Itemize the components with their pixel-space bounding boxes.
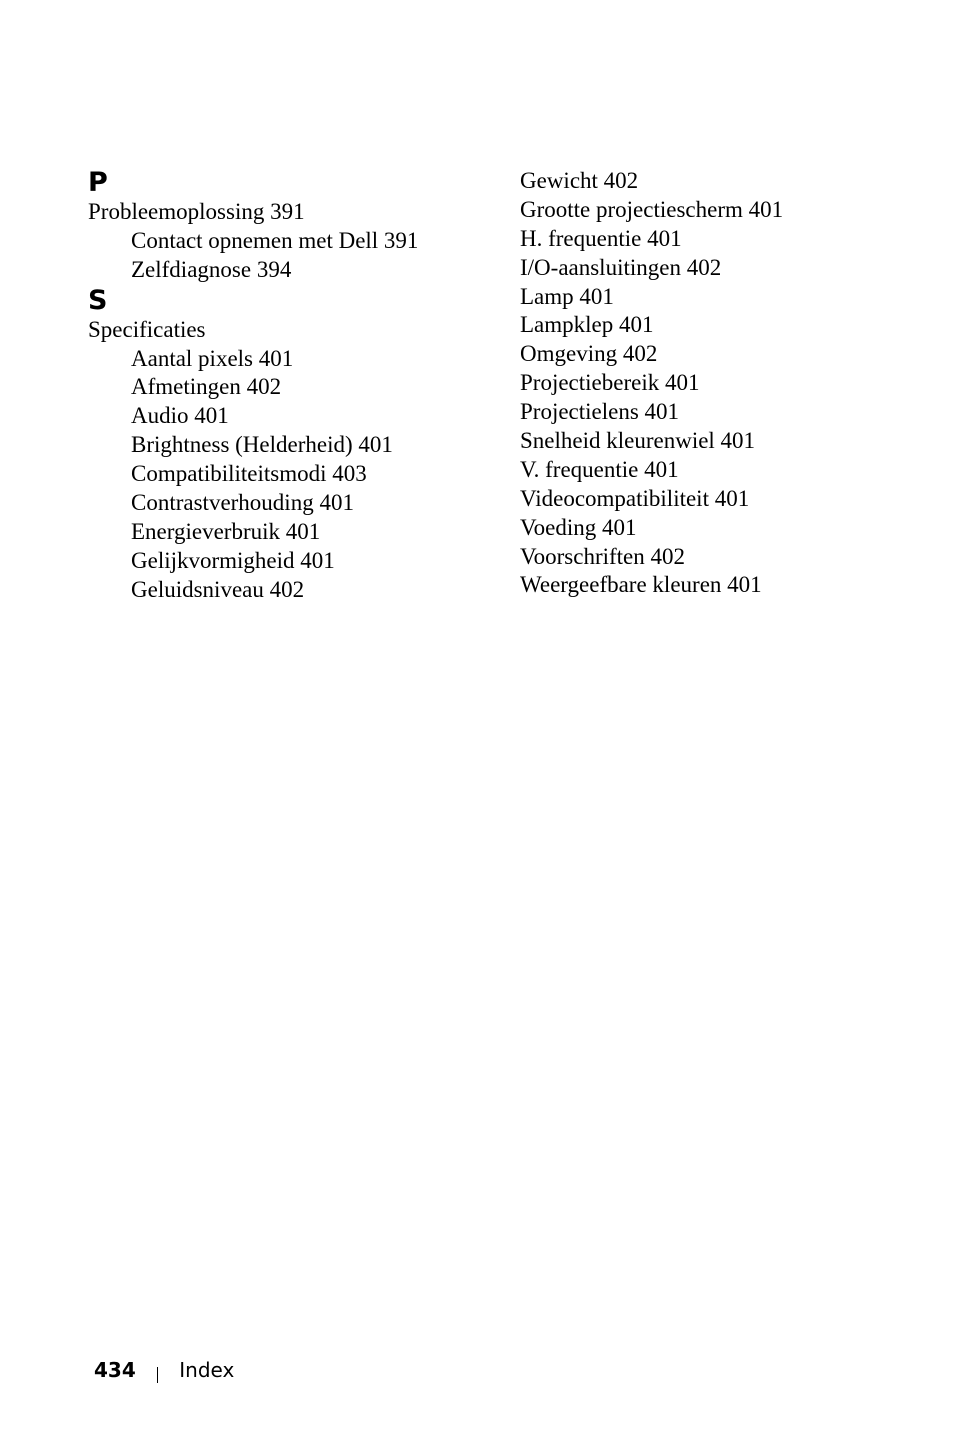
index-subentry: Lampklep 401 <box>520 312 654 338</box>
index-subentry: Contact opnemen met Dell 391 <box>131 227 419 253</box>
index-subentry: Projectielens 401 <box>520 399 680 425</box>
index-subentry: Geluidsniveau 402 <box>131 576 305 602</box>
index-subentry: Voorschriften 402 <box>520 543 686 569</box>
index-letter-heading: S <box>88 284 108 316</box>
index-subentry: Omgeving 402 <box>520 341 658 367</box>
index-right-column <box>520 167 940 600</box>
footer-divider <box>157 1367 159 1383</box>
index-entry: Probleemoplossing 391 <box>88 199 305 224</box>
index-entry: Specificaties <box>88 316 206 342</box>
index-subentry: Lamp 401 <box>520 283 614 309</box>
index-subentry: V. frequentie 401 <box>520 456 679 482</box>
index-subentry: Gewicht 402 <box>520 168 639 193</box>
footer-section-title: Index <box>179 1358 235 1382</box>
index-letter-heading: P <box>88 167 108 198</box>
page-footer <box>94 1356 234 1384</box>
index-subentry: Afmetingen 402 <box>131 374 282 400</box>
index-subentry: Voeding 401 <box>520 514 637 540</box>
index-subentry: H. frequentie 401 <box>520 225 682 251</box>
index-subentry: Audio 401 <box>131 403 229 429</box>
index-subentry: Grootte projectiescherm 401 <box>520 196 784 222</box>
page-number: 434 <box>94 1358 136 1382</box>
index-subentry: Zelfdiagnose 394 <box>131 256 292 282</box>
index-left-column <box>88 167 498 605</box>
index-subentry: Weergeefbare kleuren 401 <box>520 572 762 598</box>
index-subentry: Snelheid kleurenwiel 401 <box>520 428 756 454</box>
index-subentry: Contrastverhouding 401 <box>131 490 354 516</box>
index-subentry: Projectiebereik 401 <box>520 370 700 396</box>
index-subentry: Videocompatibiliteit 401 <box>520 485 750 511</box>
index-subentry: Compatibiliteitsmodi 403 <box>131 461 367 487</box>
index-subentry: Energieverbruik 401 <box>131 518 321 544</box>
index-subentry: I/O-aansluitingen 402 <box>520 254 722 280</box>
index-subentry: Aantal pixels 401 <box>131 345 294 371</box>
index-subentry: Brightness (Helderheid) 401 <box>131 432 393 458</box>
index-subentry: Gelijkvormigheid 401 <box>131 547 335 573</box>
